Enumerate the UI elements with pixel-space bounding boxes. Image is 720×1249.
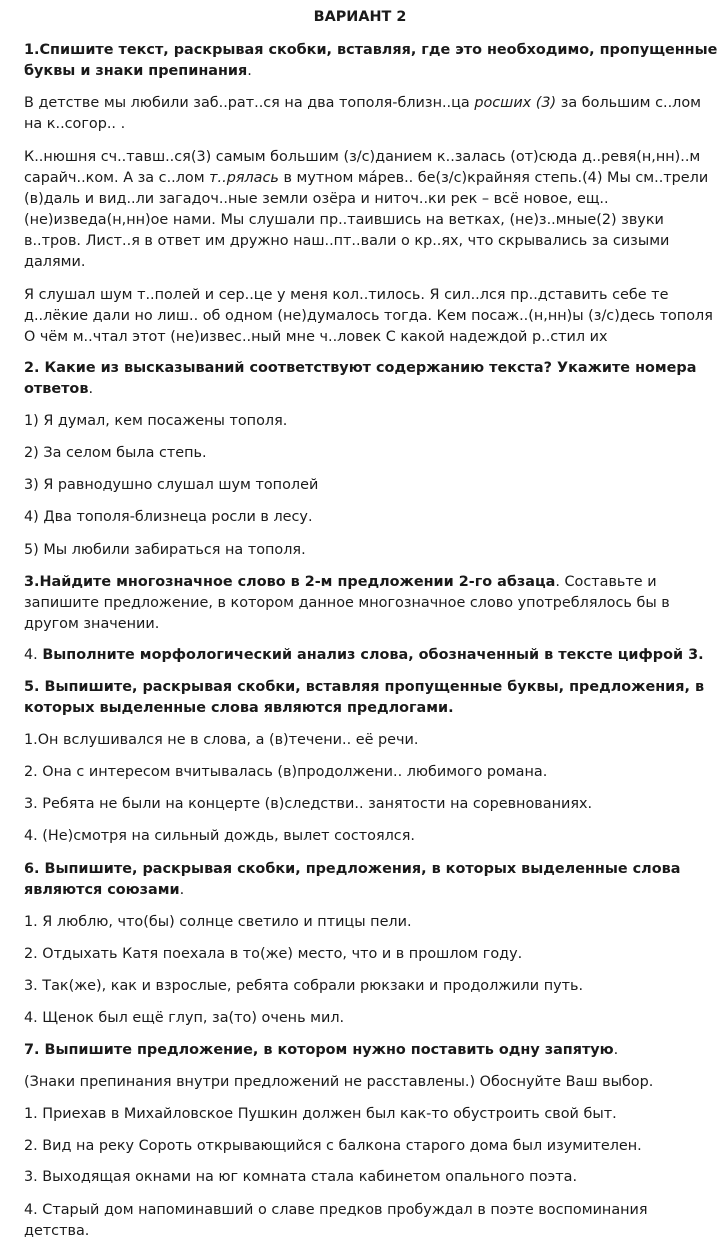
text-span: в мутном ма́рев.. бе(з/с)крайняя степь.(4) Мы см..трели (278, 170, 709, 186)
task1-paragraph2-line2 (24, 168, 708, 189)
task5-item: 1.Он вслушивался не в слова, а (в)течени.. её речи. (24, 732, 419, 748)
task2-heading-line2 (24, 379, 93, 400)
task2-option: 1) Я думал, кем посажены тополя. (24, 413, 288, 429)
task7-item4-line2: детства. (24, 1223, 90, 1239)
task5-heading-line2: которых выделенные слова являются предлогами. (24, 700, 454, 716)
task1-heading-end: . (247, 63, 252, 79)
task1-paragraph3-line1: Я слушал шум т..полей и сер..це у меня кол..тилось. Я сил..лся пр..дставить себе те (24, 287, 669, 303)
task6-heading-line2-text: являются союзами (24, 882, 180, 898)
task1-paragraph3-line3: О чём м..чтал этот (не)извес..ный мне ч..ловек С какой надеждой р..стил их (24, 329, 608, 345)
text-span: за большим с..лом (556, 95, 702, 111)
task1-paragraph3-line2: д..лёкие дали но лиш.. об одном (не)думалось тогда. Кем посаж..(н,нн)ы (з/с)десь тополя (24, 308, 713, 324)
task6-item: 2. Отдыхать Катя поехала в то(же) место, что и в прошлом году. (24, 946, 523, 962)
task5-item: 3. Ребята не были на концерте (в)следстви.. занятости на соревнованиях. (24, 796, 593, 812)
task6-item: 3. Так(же), как и взрослые, ребята собрали рюкзаки и продолжили путь. (24, 978, 584, 994)
task1-paragraph2-line5: в..тров. Лист..я в ответ им дружно наш..пт..вали о кр..ях, что скрывались за сизыми (24, 233, 670, 249)
task1-paragraph1-line1 (24, 93, 701, 114)
task2-option: 2) За селом была степь. (24, 445, 207, 461)
task6-heading-line1: 6. Выпишите, раскрывая скобки, предложения, в которых выделенные слова (24, 861, 681, 877)
task5-item: 2. Она с интересом вчитывалась (в)продолжени.. любимого романа. (24, 764, 548, 780)
text-span: сарайч..ком. А за с..лом (24, 170, 210, 186)
task1-heading-line1: 1.Спишите текст, раскрывая скобки, вставляя, где это необходимо, пропущенные (24, 42, 718, 58)
task4-heading (24, 645, 704, 666)
task2-option: 4) Два тополя-близнеца росли в лесу. (24, 509, 313, 525)
task4-number: 4. (24, 647, 43, 663)
task1-heading-line2-text: буквы и знаки препинания (24, 63, 248, 79)
task2-option: 5) Мы любили забираться на тополя. (24, 542, 306, 558)
task2-heading-end: . (88, 381, 94, 397)
task1-paragraph2-line4: (не)изведа(н,нн)ое нами. Мы слушали пр..таившись на ветках, (не)з..мные(2) звуки (24, 212, 664, 228)
task6-heading-line2 (24, 880, 184, 901)
task1-paragraph2-line3: (в)даль и вид..ли загадоч..ные земли озёра и ниточ..ки рек – всё новое, ещ.. (24, 191, 609, 207)
task2-heading-line1: 2. Какие из высказываний соответствуют содержанию текста? Укажите номера (24, 360, 697, 376)
italic-word: росших (3) (474, 95, 557, 111)
task7-heading (24, 1040, 618, 1061)
task7-item: 1. Приехав в Михайловское Пушкин должен был как-то обустроить свой быт. (24, 1106, 617, 1122)
task6-heading-end: . (179, 882, 185, 898)
task1-paragraph2-line6: далями. (24, 254, 86, 270)
page-title: ВАРИАНТ 2 (313, 9, 407, 25)
task7-note: (Знаки препинания внутри предложений не расставлены.) Обоснуйте Ваш выбор. (24, 1074, 654, 1090)
task3-line3: другом значении. (24, 616, 160, 632)
text-span: В детстве мы любили заб..рат..ся на два тополя-близн..ца (24, 95, 475, 111)
task2-option: 3) Я равнодушно слушал шум тополей (24, 477, 319, 493)
task7-item4-line1: 4. Старый дом напоминавший о славе предков пробуждал в поэте воспоминания (24, 1202, 648, 1218)
task4-text: Выполните морфологический анализ слова, обозначенный в тексте цифрой 3. (42, 647, 704, 663)
task1-paragraph2-line1: К..нюшня сч..тавш..ся(3) самым большим (з/с)данием к..залась (от)сюда д..ревя(н,нн)..м (24, 149, 701, 165)
task6-item: 1. Я люблю, что(бы) солнце светило и птицы пели. (24, 914, 412, 930)
task1-paragraph1-line2: на к..согор.. . (24, 116, 126, 132)
task6-item: 4. Щенок был ещё глуп, за(то) очень мил. (24, 1010, 345, 1026)
task7-item-clipped-region (0, 1163, 720, 1185)
italic-word: т..рялась (209, 170, 279, 186)
task5-item: 4. (Не)смотря на сильный дождь, вылет состоялся. (24, 828, 415, 844)
task1-heading-line2 (24, 61, 252, 82)
task3-heading-line1 (24, 572, 657, 593)
task7-item: 3. Выходящая окнами на юг комната стала кабинетом опального поэта. (24, 1169, 578, 1185)
task5-heading-line1: 5. Выпишите, раскрывая скобки, вставляя пропущенные буквы, предложения, в (24, 679, 705, 695)
task7-item: 2. Вид на реку Сороть открывающийся с балкона старого дома был изумителен. (24, 1138, 642, 1154)
task7-heading-text: 7. Выпишите предложение, в котором нужно поставить одну запятую (24, 1042, 614, 1058)
task7-heading-end: . (613, 1042, 619, 1058)
task3-line2: запишите предложение, в котором данное многозначное слово употреблялось бы в (24, 595, 670, 611)
task3-heading-bold: 3.Найдите многозначное слово в 2-м предложении 2-го абзаца (24, 574, 556, 590)
task2-heading-line2-text: ответов (24, 381, 89, 397)
task3-heading-rest: . Составьте и (555, 574, 657, 590)
